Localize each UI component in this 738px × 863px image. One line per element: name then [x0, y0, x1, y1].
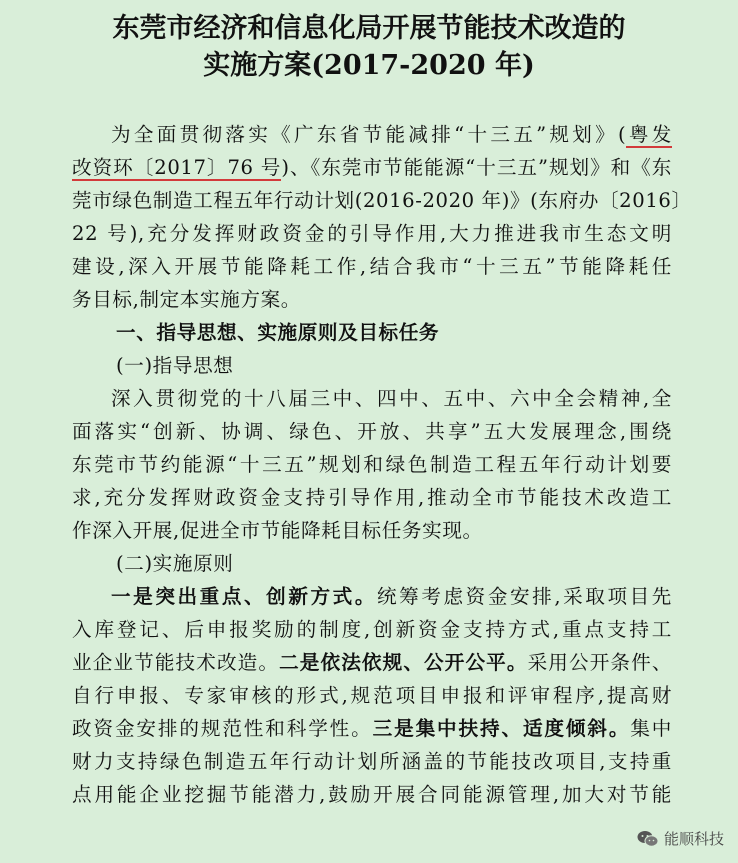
principle-line-1: 一是突出重点、创新方式。统筹考虑资金安排,采取项目先	[111, 585, 672, 608]
subsection-heading-principle: (二)实施原则	[116, 552, 234, 575]
title-line-1: 东莞市经济和信息化局开展节能技术改造的	[112, 13, 626, 44]
guide-line-2: 面落实“创新、协调、绿色、开放、共享”五大发展理念,围绕	[72, 420, 672, 443]
intro-line-3: 莞市绿色制造工程五年行动计划(2016-2020 年)》(东府办〔2016〕	[72, 189, 692, 212]
subsection-heading-guide: (一)指导思想	[116, 354, 234, 377]
principle-line-5: 政资金安排的规范性和科学性。三是集中扶持、适度倾斜。集中	[72, 717, 672, 740]
principle-line-2: 入库登记、后申报奖励的制度,创新资金支持方式,重点支持工	[72, 618, 672, 641]
watermark	[637, 828, 724, 849]
guide-line-5: 作深入开展,促进全市节能降耗目标任务实现。	[72, 519, 483, 542]
underlined-ref: 粤发	[626, 123, 673, 146]
intro-line-4: 22 号),充分发挥财政资金的引导作用,大力推进我市生态文明	[72, 222, 672, 245]
principle-line-7: 点用能企业挖掘节能潜力,鼓励开展合同能源管理,加大对节能	[72, 783, 672, 806]
guide-line-1: 深入贯彻党的十八届三中、四中、五中、六中全会精神,全	[111, 387, 672, 410]
watermark-text: 能顺科技	[663, 830, 724, 848]
document-title	[0, 0, 738, 84]
intro-line-2: 改资环〔2017〕76 号)、《东莞市节能能源“十三五”规划》和《东	[72, 156, 672, 179]
guide-line-4: 求,充分发挥财政资金支持引导作用,推动全市节能技术改造工	[72, 486, 672, 509]
principle-line-4: 自行申报、专家审核的形式,规范项目申报和评审程序,提高财	[72, 684, 672, 707]
section-heading-1: 一、指导思想、实施原则及目标任务	[116, 321, 440, 344]
intro-line-5: 建设,深入开展节能降耗工作,结合我市“十三五”节能降耗任	[72, 255, 672, 278]
guide-line-3: 东莞市节约能源“十三五”规划和绿色制造工程五年行动计划要	[72, 453, 672, 476]
wechat-icon	[637, 830, 659, 848]
intro-line-6: 务目标,制定本实施方案。	[72, 288, 301, 311]
principle-line-3: 业企业节能技术改造。二是依法依规、公开公平。采用公开条件、	[72, 651, 673, 674]
underlined-ref: 改资环〔2017〕76 号	[72, 156, 282, 179]
title-line-2: 实施方案(2017-2020 年)	[203, 50, 535, 81]
intro-line-1: 为全面贯彻落实《广东省节能减排“十三五”规划》(粤发	[111, 123, 673, 146]
document-body	[72, 118, 692, 811]
principle-line-6: 财力支持绿色制造五年行动计划所涵盖的节能技改项目,支持重	[72, 750, 672, 773]
